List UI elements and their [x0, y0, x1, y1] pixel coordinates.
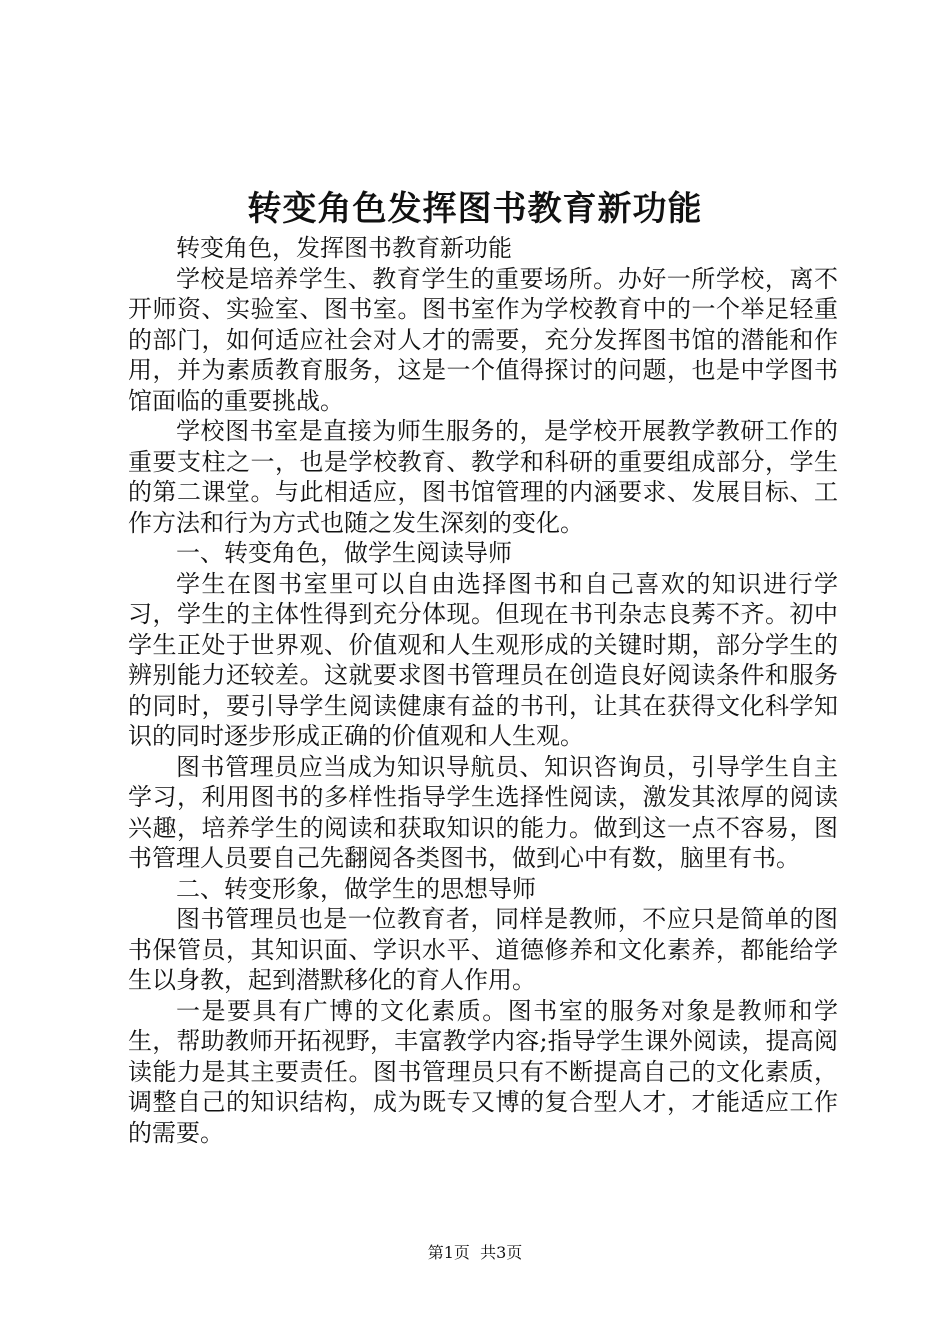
paragraph-subtitle: 转变角色，发挥图书教育新功能	[176, 234, 512, 262]
section-heading: 二、转变形象，做学生的思想导师	[176, 874, 536, 903]
paragraph: 学生在图书室里可以自由选择图书和自己喜欢的知识进行学习，学生的主体性得到充分体现。但现在书刊杂志良莠不齐。初中学生正处于世界观、价值观和人生观形成的关键时期，部分学生的辨别能力还较差。这就要求图书管理员在创造良好阅读条件和服务的同时，要引导学生阅读健康有益的书刊，让其在获得文化科学知识的同时逐步形成正确的价值观和人生观。	[128, 569, 838, 750]
document-title: 转变角色发挥图书教育新功能	[247, 189, 703, 229]
paragraph: 图书管理员应当成为知识导航员、知识咨询员，引导学生自主学习，利用图书的多样性指导学生选择性阅读，激发其浓厚的阅读兴趣，培养学生的阅读和获取知识的能力。做到这一点不容易，图书管理人员要自己先翻阅各类图书，做到心中有数，脑里有书。	[128, 752, 838, 872]
paragraph: 学校是培养学生、教育学生的重要场所。办好一所学校，离不开师资、实验室、图书室。图书室作为学校教育中的一个举足轻重的部门，如何适应社会对人才的需要，充分发挥图书馆的潜能和作用，并为素质教育服务，这是一个值得探讨的问题，也是中学图书馆面临的重要挑战。	[128, 264, 838, 415]
document-body	[128, 233, 838, 1148]
page-number: 第1页 共3页	[427, 1243, 523, 1262]
paragraph: 一是要具有广博的文化素质。图书室的服务对象是教师和学生，帮助教师开拓视野，丰富教学内容;指导学生课外阅读，提高阅读能力是其主要责任。图书管理员只有不断提高自己的文化素质，调整自己的知识结构，成为既专又博的复合型人才，才能适应工作的需要。	[128, 996, 838, 1147]
paragraph: 图书管理员也是一位教育者，同样是教师，不应只是简单的图书保管员，其知识面、学识水平、道德修养和文化素养，都能给学生以身教，起到潜默移化的育人作用。	[128, 905, 838, 994]
paragraph: 学校图书室是直接为师生服务的，是学校开展教学教研工作的重要支柱之一，也是学校教育、教学和科研的重要组成部分，学生的第二课堂。与此相适应，图书馆管理的内涵要求、发展目标、工作方法和行为方式也随之发生深刻的变化。	[128, 417, 838, 537]
page-footer	[0, 1243, 950, 1263]
section-heading: 一、转变角色，做学生阅读导师	[176, 539, 512, 567]
